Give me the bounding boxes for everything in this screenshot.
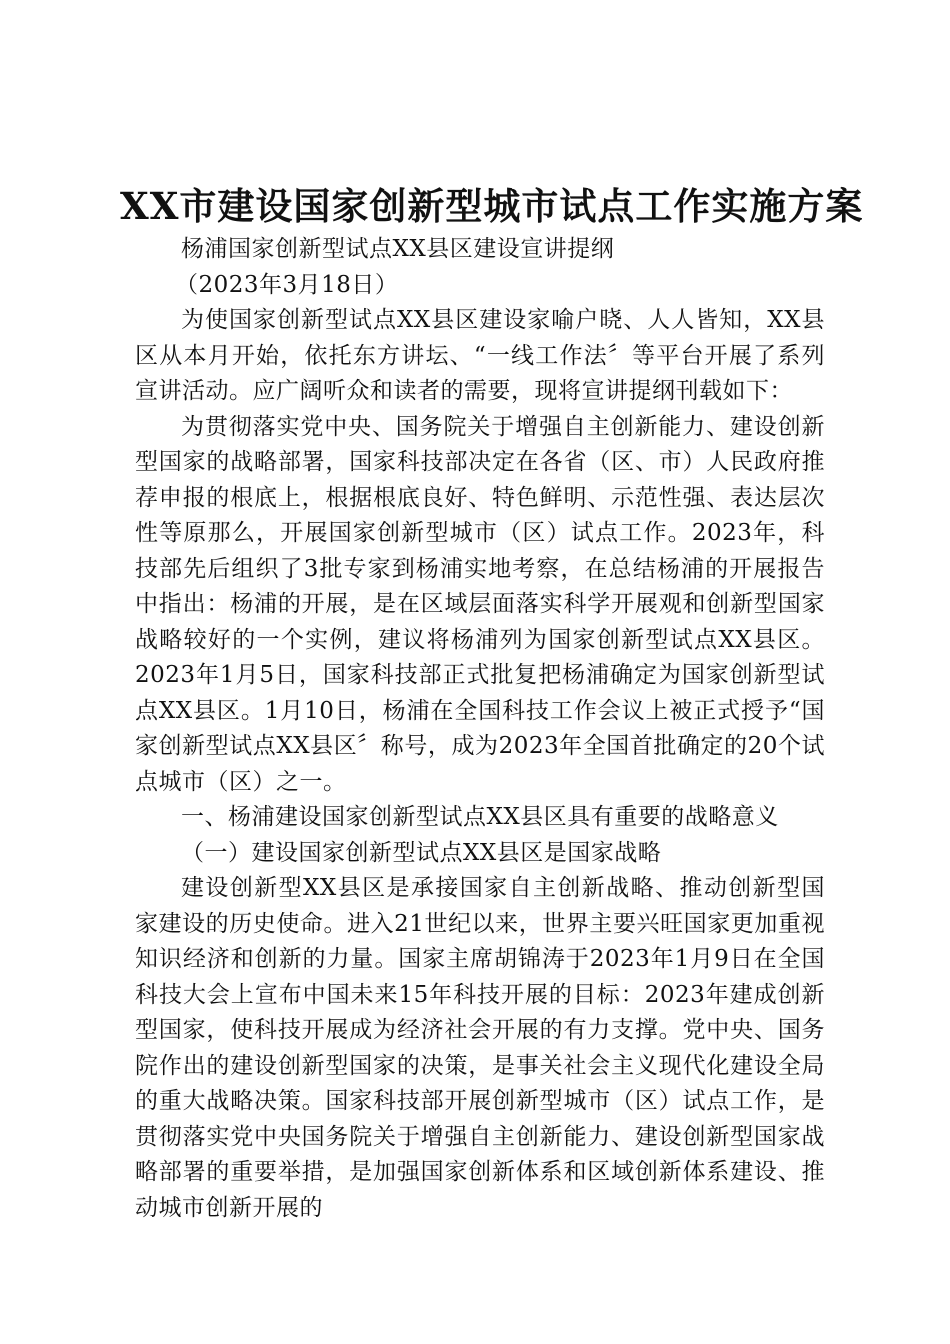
paragraph-intro: 为使国家创新型试点XX县区建设家喻户晓、人人皆知，XX县区从本月开始，依托东方讲坛、“一线工作法〞等平台开展了系列宣讲活动。应广阔听众和读者的需要，现将宣讲提纲刊载如下： [135,307,825,404]
paragraph-background: 为贯彻落实党中央、国务院关于增强自主创新能力、建设创新型国家的战略部署，国家科技部决定在各省（区、市）人民政府推荐申报的根底上，根据根底良好、特色鲜明、示范性强、表达层次性等原那么，开展国家创新型城市（区）试点工作。2023年，科技部先后组织了3批专家到杨浦实地考察，在总结杨浦的开展报告中指出：杨浦的开展，是在区域层面落实科学开展观和创新型国家战略较好的一个实例，建议将杨浦列为国家创新型试点XX县区。2023年1月5日，国家科技部正式批复把杨浦确定为国家创新型试点XX县区。1月10日，杨浦在全国科技工作会议上被正式授予“国家创新型试点XX县区〞称号，成为2023年全国首批确定的20个试点城市（区）之一。 [135,413,825,795]
document-title: XX市建设国家创新型城市试点工作实施方案 [120,184,864,228]
document-date: （2023年3月18日） [175,271,399,298]
subsection-heading-1: （一）建设国家创新型试点XX县区是国家战略 [181,839,662,866]
paragraph-strategy: 建设创新型XX县区是承接国家自主创新战略、推动创新型国家建设的历史使命。进入21世纪以来，世界主要兴旺国家更加重视知识经济和创新的力量。国家主席胡锦涛于2023年1月9日在全国科技大会上宣布中国未来15年科技开展的目标：2023年建成创新型国家，使科技开展成为经济社会开展的有力支撑。党中央、国务院作出的建设创新型国家的决策，是事关社会主义现代化建设全局的重大战略决策。国家科技部开展创新型城市（区）试点工作，是贯彻落实党中央国务院关于增强自主创新能力、建设创新型国家战略部署的重要举措，是加强国家创新体系和区域创新体系建设、推动城市创新开展的 [135,875,825,1221]
document-subtitle: 杨浦国家创新型试点XX县区建设宣讲提纲 [181,236,615,262]
document-body [135,232,825,1226]
section-heading-1: 一、杨浦建设国家创新型试点XX县区具有重要的战略意义 [181,804,779,830]
